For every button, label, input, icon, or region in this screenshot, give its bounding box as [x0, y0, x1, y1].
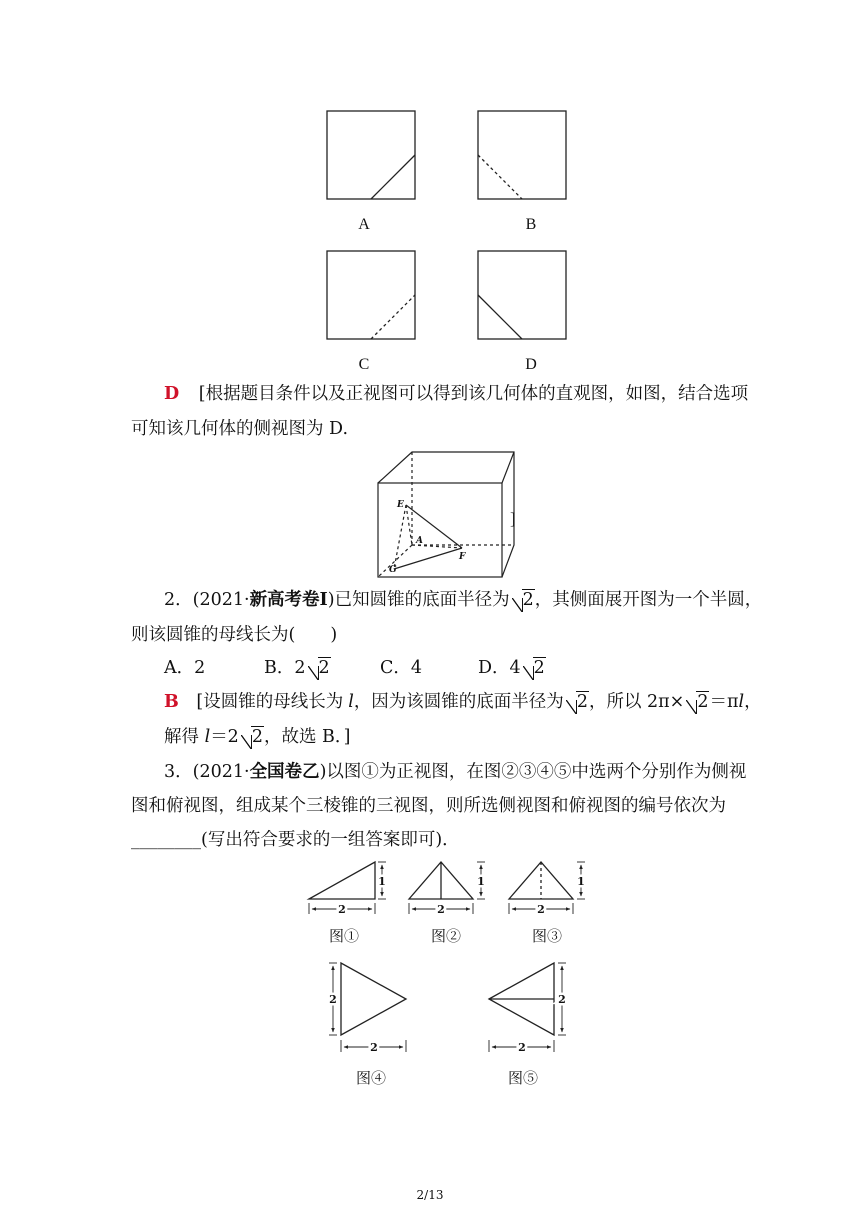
cube-label-g: G	[389, 565, 397, 575]
fig5-dim-width: 2	[518, 1041, 526, 1054]
option-d-label: D	[525, 356, 537, 373]
page-number: 2/13	[416, 1188, 444, 1202]
fig5-label: 图⑤	[507, 1069, 539, 1087]
fig4-shape	[341, 963, 406, 1035]
fig1-label: 图①	[328, 927, 360, 945]
q1-solution-line2: 可知该几何体的侧视图为 D.	[131, 419, 349, 439]
fig5-dim-height: 2	[558, 993, 566, 1006]
fig3-dim-height: 1	[577, 875, 585, 888]
sqrt-symbol: 2	[523, 660, 546, 678]
q3-stem-line1: 3．(2021·全国卷乙)以图①为正视图，在图②③④⑤中选两个分别作为侧视	[164, 762, 747, 782]
q2-choice-a: A．2	[164, 658, 206, 678]
option-a-label: A	[358, 216, 370, 233]
cube-label-a: A	[416, 536, 423, 546]
cube-label-f: F	[459, 552, 466, 562]
option-c-label: C	[358, 356, 370, 373]
fig1-shape	[309, 862, 375, 899]
q2-solution-line2: 解得 l＝2 2，故选 B．]	[164, 727, 351, 747]
q2-solution-line1: B [设圆锥的母线长为 l，因为该圆锥的底面半径为 2，所以 2π× 2＝πl，	[164, 692, 762, 712]
q2-source: 新高考卷Ⅰ	[249, 590, 328, 610]
q1-answer: D	[164, 384, 180, 404]
fig2-label: 图②	[430, 927, 462, 945]
q2-choice-b: B．2 2	[264, 658, 330, 678]
fig2-dim-width: 2	[437, 903, 445, 916]
q1-explain1: [根据题目条件以及正视图可以得到该几何体的直观图，如图，结合选项	[198, 384, 749, 404]
q3-stem-line3: ________(写出符合要求的一组答案即可)．	[131, 830, 460, 850]
sqrt-symbol: 2	[686, 694, 709, 712]
q2-stem-line2: 则该圆锥的母线长为( )	[131, 625, 338, 645]
fig4-dim-height: 2	[329, 993, 337, 1006]
sqrt-symbol: 2	[308, 660, 331, 678]
sqrt-symbol: 2	[566, 694, 589, 712]
q2-stem-line1: 2．(2021·新高考卷Ⅰ)已知圆锥的底面半径为 2，其侧面展开图为一个半圆，	[164, 590, 763, 610]
q2-answer: B	[164, 692, 179, 712]
fig2-dim-height: 1	[477, 875, 485, 888]
sqrt-symbol: 2	[512, 592, 535, 610]
q1-close-bracket: ]	[510, 509, 516, 528]
option-b-label: B	[525, 216, 537, 233]
fig3-label: 图③	[531, 927, 563, 945]
cube-label-e: E	[397, 500, 404, 510]
fig1-dim-height: 1	[378, 875, 386, 888]
fig1-dim-width: 2	[338, 903, 346, 916]
q2-choice-d: D．4 2	[478, 658, 545, 678]
fig4-dim-width: 2	[370, 1041, 378, 1054]
fig3-dim-width: 2	[537, 903, 545, 916]
q3-source: 全国卷乙	[249, 762, 320, 782]
q2-choice-c: C．4	[380, 658, 423, 678]
fig4-label: 图④	[355, 1069, 387, 1087]
q3-stem-line2: 图和俯视图，组成某个三棱锥的三视图，则所选侧视图和俯视图的编号依次为	[131, 796, 726, 816]
sqrt-symbol: 2	[241, 729, 264, 747]
